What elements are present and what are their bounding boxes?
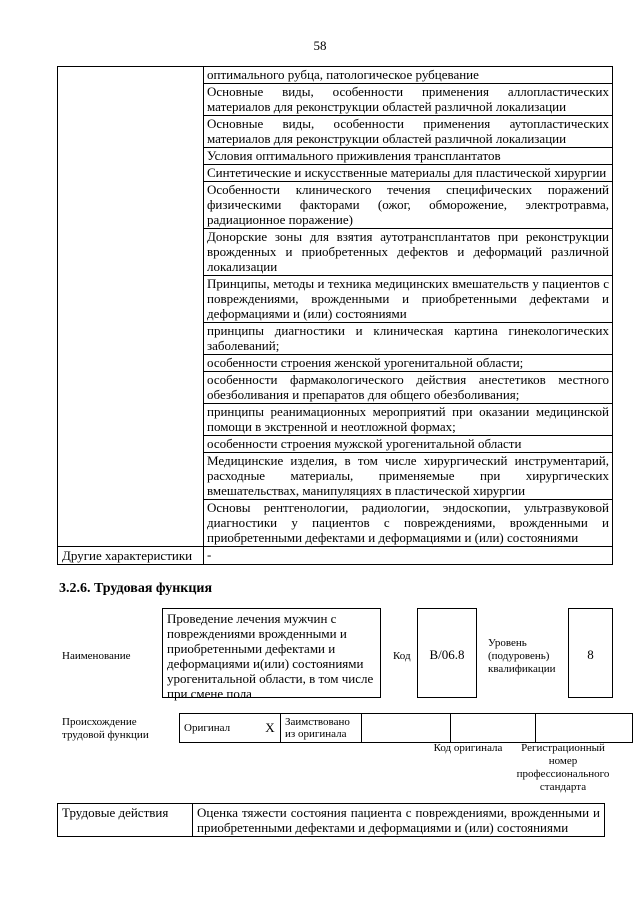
knowledge-item: Основы рентгенологии, радиологии, эндоскопии, ультразвуковой диагностики у пациентов с повреждениями, врожденными и приобретенными дефектами и деформациями и (или) состояниями: [204, 500, 613, 547]
knowledge-item: принципы реанимационных мероприятий при оказании медицинской помощи в экстренной и неотложной формах;: [204, 404, 613, 436]
origin-label: Происхождение трудовой функции: [62, 716, 149, 741]
other-characteristics-value: -: [204, 547, 613, 565]
other-characteristics-row: [58, 547, 613, 565]
page-number: 58: [313, 38, 327, 53]
origin-code-cell: [451, 714, 536, 743]
actions-table: [57, 803, 605, 837]
knowledge-item: особенности строения женской урогенитальной области;: [204, 355, 613, 372]
origin-code-caption: Код оригинала: [433, 742, 503, 754]
table-row: [58, 67, 613, 84]
section-title: 3.2.6. Трудовая функция: [59, 581, 213, 596]
code-value-box: B/06.8: [417, 608, 477, 698]
actions-value: Оценка тяжести состояния пациента с повреждениями, врожденными и приобретенными дефектами и деформациями и (или) состояниями: [193, 804, 605, 837]
code-label: Код: [393, 650, 411, 662]
knowledge-item: Принципы, методы и техника медицинских вмешательств у пациентов с повреждениями, врожденными и приобретенными дефектами и деформациями и (или) состояниями: [204, 276, 613, 323]
function-name-box: Проведение лечения мужчин с повреждениями врожденными и приобретенными дефектами и деформациями и(или) состояниями урогенитальной области, в том числе при смене пола: [162, 608, 381, 698]
knowledge-item: Основные виды, особенности применения аллопластических материалов для реконструкции областей различной локализации: [204, 84, 613, 116]
empty-cell: [362, 714, 451, 743]
knowledge-item: Синтетические и искусственные материалы для пластической хирургии: [204, 165, 613, 182]
reg-number-caption: Регистрационный номер профессионального стандарта: [516, 742, 610, 793]
knowledge-item: оптимального рубца, патологическое рубцевание: [204, 67, 613, 84]
borrowed-label: Заимствовано из оригинала: [281, 714, 362, 743]
knowledge-item: особенности фармакологического действия анестетиков местного обезболивания и препаратов для общего обезболивания;: [204, 372, 613, 404]
other-characteristics-label: Другие характеристики: [58, 547, 204, 565]
original-label: Оригинал: [180, 714, 261, 743]
actions-label: Трудовые действия: [58, 804, 193, 837]
knowledge-item: особенности строения мужской урогенитальной области: [204, 436, 613, 453]
knowledge-item: Донорские зоны для взятия аутотрансплантатов при реконструкции врожденных и приобретенных дефектов и деформаций различной локализации: [204, 229, 613, 276]
original-mark: X: [260, 714, 281, 743]
knowledge-item: Особенности клинического течения специфических поражений физическими факторами (ожог, обморожение, электротравма, радиационное поражение): [204, 182, 613, 229]
level-value-box: 8: [568, 608, 613, 698]
name-label: Наименование: [62, 650, 131, 662]
knowledge-item: Основные виды, особенности применения аутопластических материалов для реконструкции областей различной локализации: [204, 116, 613, 148]
origin-table: [179, 713, 633, 743]
knowledge-item: принципы диагностики и клиническая картина гинекологических заболеваний;: [204, 323, 613, 355]
knowledge-item: Условия оптимального приживления трансплантатов: [204, 148, 613, 165]
level-label: Уровень (подуровень) квалификации: [488, 637, 556, 675]
reg-number-cell: [536, 714, 633, 743]
category-cell: [58, 67, 204, 547]
knowledge-table: [57, 66, 613, 565]
knowledge-item: Медицинские изделия, в том числе хирургический инструментарий, расходные материалы, применяемые при хирургических вмешательствах, манипуляциях в пластической хирургии: [204, 453, 613, 500]
